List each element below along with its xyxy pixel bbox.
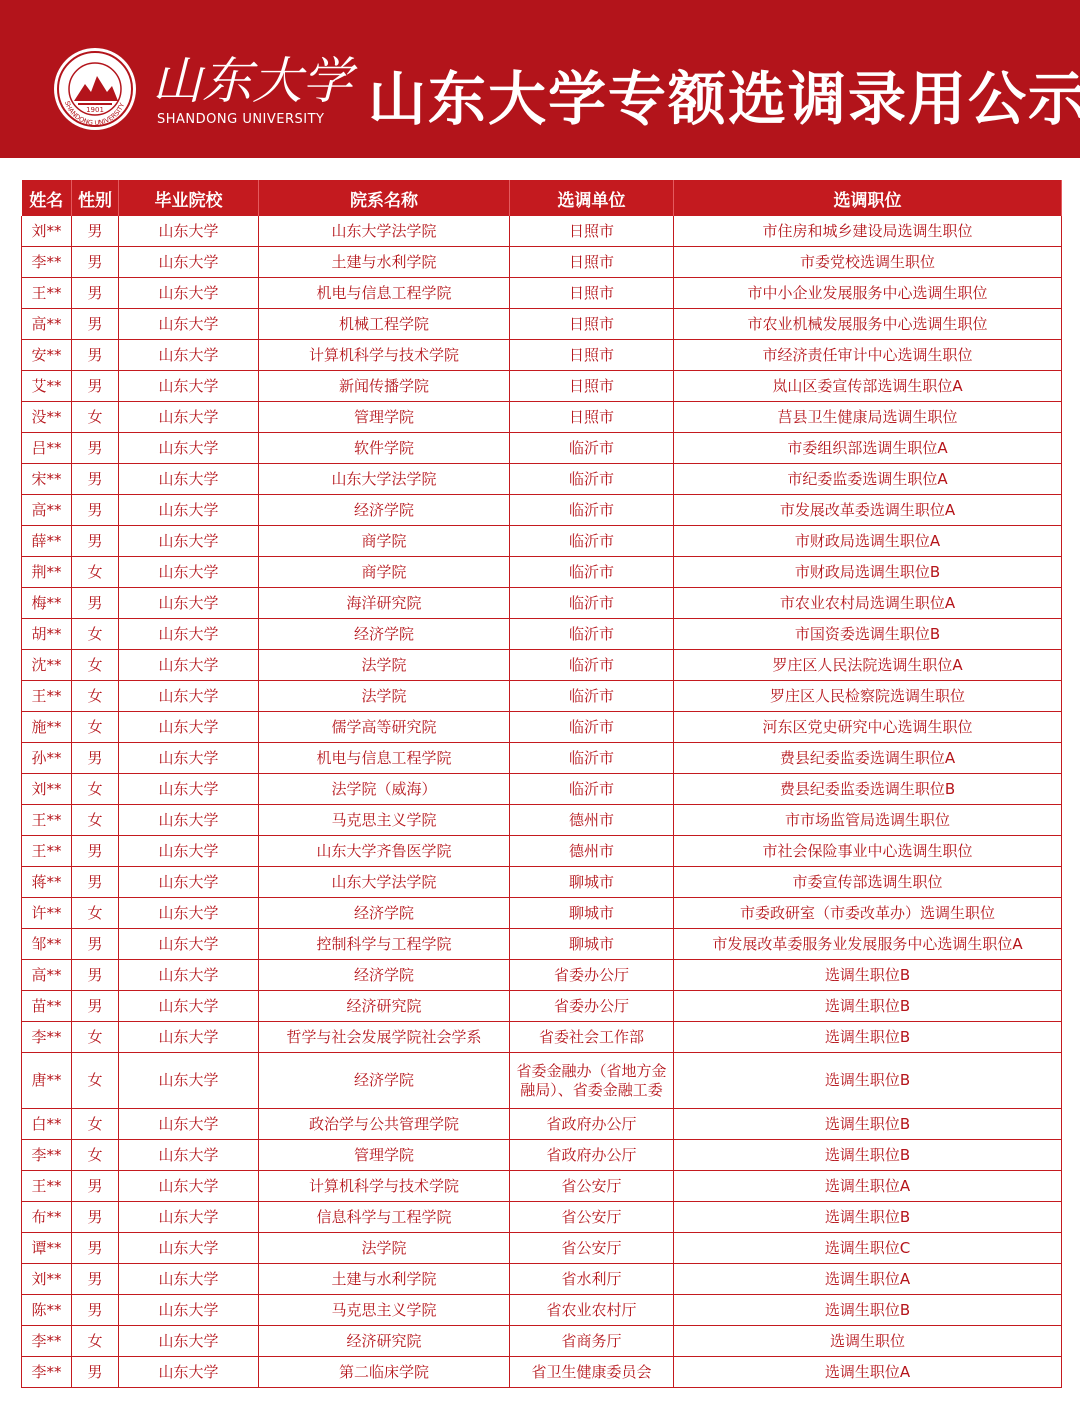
- cell-gender: 男: [72, 433, 119, 464]
- cell-unit: 临沂市: [510, 495, 674, 526]
- cell-name: 谭**: [22, 1233, 72, 1264]
- cell-name: 王**: [22, 1171, 72, 1202]
- table-row: [22, 1171, 1062, 1202]
- cell-department: 新闻传播学院: [259, 371, 510, 402]
- cell-department: 机电与信息工程学院: [259, 743, 510, 774]
- cell-position: 选调生职位B: [674, 1022, 1062, 1053]
- column-header-name: 姓名: [22, 180, 72, 216]
- cell-department: 政治学与公共管理学院: [259, 1109, 510, 1140]
- cell-gender: 男: [72, 247, 119, 278]
- cell-department: 管理学院: [259, 1140, 510, 1171]
- cell-school: 山东大学: [119, 433, 259, 464]
- cell-gender: 女: [72, 898, 119, 929]
- cell-position: 市财政局选调生职位A: [674, 526, 1062, 557]
- cell-gender: 男: [72, 340, 119, 371]
- cell-school: 山东大学: [119, 619, 259, 650]
- cell-school: 山东大学: [119, 1140, 259, 1171]
- cell-name: 苗**: [22, 991, 72, 1022]
- page-title: 山东大学专额选调录用公示: [368, 65, 1088, 133]
- cell-school: 山东大学: [119, 1233, 259, 1264]
- table-row: [22, 371, 1062, 402]
- cell-school: 山东大学: [119, 774, 259, 805]
- cell-unit: 临沂市: [510, 681, 674, 712]
- cell-gender: 男: [72, 929, 119, 960]
- university-seal-icon: [52, 46, 138, 132]
- cell-school: 山东大学: [119, 402, 259, 433]
- cell-school: 山东大学: [119, 340, 259, 371]
- cell-school: 山东大学: [119, 1022, 259, 1053]
- university-english-name: SHANDONG UNIVERSITY: [157, 112, 325, 127]
- cell-school: 山东大学: [119, 743, 259, 774]
- cell-department: 法学院: [259, 681, 510, 712]
- cell-school: 山东大学: [119, 526, 259, 557]
- table-row: [22, 712, 1062, 743]
- cell-school: 山东大学: [119, 929, 259, 960]
- cell-name: 梅**: [22, 588, 72, 619]
- cell-school: 山东大学: [119, 309, 259, 340]
- cell-gender: 女: [72, 1326, 119, 1357]
- cell-name: 李**: [22, 247, 72, 278]
- table-row: [22, 836, 1062, 867]
- cell-name: 许**: [22, 898, 72, 929]
- cell-unit: 聊城市: [510, 898, 674, 929]
- cell-position: 市农业机械发展服务中心选调生职位: [674, 309, 1062, 340]
- cell-position: 市委党校选调生职位: [674, 247, 1062, 278]
- cell-school: 山东大学: [119, 588, 259, 619]
- cell-unit: 日照市: [510, 371, 674, 402]
- cell-department: 计算机科学与技术学院: [259, 340, 510, 371]
- table-row: [22, 433, 1062, 464]
- cell-name: 李**: [22, 1140, 72, 1171]
- logo-calligraphy: 山东大学: [152, 52, 352, 110]
- cell-gender: 男: [72, 1202, 119, 1233]
- cell-department: 法学院（威海）: [259, 774, 510, 805]
- cell-name: 王**: [22, 278, 72, 309]
- cell-position: 市委政研室（市委改革办）选调生职位: [674, 898, 1062, 929]
- cell-department: 经济研究院: [259, 991, 510, 1022]
- cell-gender: 男: [72, 743, 119, 774]
- cell-gender: 女: [72, 1140, 119, 1171]
- cell-gender: 男: [72, 867, 119, 898]
- cell-department: 机械工程学院: [259, 309, 510, 340]
- cell-name: 王**: [22, 836, 72, 867]
- cell-department: 法学院: [259, 650, 510, 681]
- cell-gender: 女: [72, 681, 119, 712]
- cell-school: 山东大学: [119, 247, 259, 278]
- cell-department: 经济学院: [259, 960, 510, 991]
- cell-department: 信息科学与工程学院: [259, 1202, 510, 1233]
- table-row: [22, 1140, 1062, 1171]
- cell-name: 布**: [22, 1202, 72, 1233]
- cell-unit: 临沂市: [510, 619, 674, 650]
- table-row: [22, 1109, 1062, 1140]
- university-logo: [152, 46, 352, 110]
- cell-department: 山东大学齐鲁医学院: [259, 836, 510, 867]
- table-row: [22, 1053, 1062, 1109]
- cell-school: 山东大学: [119, 557, 259, 588]
- cell-name: 薛**: [22, 526, 72, 557]
- cell-name: 陈**: [22, 1295, 72, 1326]
- table-row: [22, 340, 1062, 371]
- cell-gender: 男: [72, 526, 119, 557]
- seal-year: 1901: [86, 106, 104, 114]
- table-row: [22, 929, 1062, 960]
- cell-name: 刘**: [22, 774, 72, 805]
- cell-name: 唐**: [22, 1053, 72, 1109]
- cell-gender: 男: [72, 1171, 119, 1202]
- cell-department: 山东大学法学院: [259, 867, 510, 898]
- cell-gender: 男: [72, 1357, 119, 1388]
- cell-position: 河东区党史研究中心选调生职位: [674, 712, 1062, 743]
- cell-gender: 男: [72, 836, 119, 867]
- cell-department: 马克思主义学院: [259, 805, 510, 836]
- cell-gender: 男: [72, 991, 119, 1022]
- cell-position: 市住房和城乡建设局选调生职位: [674, 216, 1062, 247]
- cell-position: 市中小企业发展服务中心选调生职位: [674, 278, 1062, 309]
- column-header-school: 毕业院校: [119, 180, 259, 216]
- cell-unit: 临沂市: [510, 743, 674, 774]
- table-row: [22, 960, 1062, 991]
- cell-name: 李**: [22, 1357, 72, 1388]
- cell-unit: 省农业农村厅: [510, 1295, 674, 1326]
- table-row: [22, 650, 1062, 681]
- cell-department: 经济学院: [259, 1053, 510, 1109]
- cell-gender: 女: [72, 619, 119, 650]
- cell-department: 机电与信息工程学院: [259, 278, 510, 309]
- table-row: [22, 464, 1062, 495]
- cell-position: 市财政局选调生职位B: [674, 557, 1062, 588]
- cell-position: 选调生职位A: [674, 1264, 1062, 1295]
- cell-department: 海洋研究院: [259, 588, 510, 619]
- cell-school: 山东大学: [119, 1264, 259, 1295]
- table-row: [22, 1357, 1062, 1388]
- cell-position: 选调生职位B: [674, 1295, 1062, 1326]
- cell-department: 控制科学与工程学院: [259, 929, 510, 960]
- cell-position: 市经济责任审计中心选调生职位: [674, 340, 1062, 371]
- cell-school: 山东大学: [119, 650, 259, 681]
- cell-position: 选调生职位A: [674, 1357, 1062, 1388]
- table-row: [22, 898, 1062, 929]
- cell-name: 沈**: [22, 650, 72, 681]
- cell-unit: 省委金融办（省地方金融局）、省委金融工委: [510, 1053, 674, 1109]
- table-row: [22, 588, 1062, 619]
- table-row: [22, 743, 1062, 774]
- cell-position: 市国资委选调生职位B: [674, 619, 1062, 650]
- cell-name: 宋**: [22, 464, 72, 495]
- cell-school: 山东大学: [119, 1326, 259, 1357]
- cell-position: 费县纪委监委选调生职位B: [674, 774, 1062, 805]
- cell-position: 选调生职位B: [674, 991, 1062, 1022]
- cell-unit: 临沂市: [510, 650, 674, 681]
- cell-gender: 女: [72, 1022, 119, 1053]
- cell-name: 白**: [22, 1109, 72, 1140]
- cell-department: 软件学院: [259, 433, 510, 464]
- cell-gender: 女: [72, 1053, 119, 1109]
- cell-name: 邹**: [22, 929, 72, 960]
- table-header-row: [22, 180, 1062, 216]
- cell-unit: 省公安厅: [510, 1202, 674, 1233]
- cell-department: 商学院: [259, 526, 510, 557]
- cell-gender: 女: [72, 650, 119, 681]
- cell-department: 经济学院: [259, 619, 510, 650]
- column-header-gender: 性别: [72, 180, 119, 216]
- cell-unit: 聊城市: [510, 929, 674, 960]
- seal-text: SHANDONG UNIVERSITY: [63, 99, 127, 128]
- cell-unit: 临沂市: [510, 774, 674, 805]
- cell-gender: 女: [72, 402, 119, 433]
- cell-name: 高**: [22, 309, 72, 340]
- cell-gender: 男: [72, 371, 119, 402]
- cell-unit: 临沂市: [510, 588, 674, 619]
- cell-school: 山东大学: [119, 681, 259, 712]
- cell-gender: 男: [72, 216, 119, 247]
- cell-school: 山东大学: [119, 1295, 259, 1326]
- cell-position: 市委宣传部选调生职位: [674, 867, 1062, 898]
- cell-gender: 男: [72, 960, 119, 991]
- cell-school: 山东大学: [119, 836, 259, 867]
- cell-department: 法学院: [259, 1233, 510, 1264]
- cell-department: 计算机科学与技术学院: [259, 1171, 510, 1202]
- cell-name: 吕**: [22, 433, 72, 464]
- cell-school: 山东大学: [119, 495, 259, 526]
- cell-department: 山东大学法学院: [259, 216, 510, 247]
- cell-unit: 省水利厅: [510, 1264, 674, 1295]
- cell-position: 选调生职位B: [674, 960, 1062, 991]
- cell-unit: 德州市: [510, 805, 674, 836]
- cell-gender: 男: [72, 588, 119, 619]
- cell-name: 安**: [22, 340, 72, 371]
- cell-unit: 临沂市: [510, 712, 674, 743]
- table-row: [22, 216, 1062, 247]
- cell-position: 选调生职位B: [674, 1140, 1062, 1171]
- cell-position: 市农业农村局选调生职位A: [674, 588, 1062, 619]
- cell-name: 胡**: [22, 619, 72, 650]
- table-row: [22, 495, 1062, 526]
- table-row: [22, 1202, 1062, 1233]
- cell-name: 艾**: [22, 371, 72, 402]
- cell-school: 山东大学: [119, 216, 259, 247]
- cell-school: 山东大学: [119, 805, 259, 836]
- cell-gender: 男: [72, 278, 119, 309]
- cell-position: 罗庄区人民检察院选调生职位: [674, 681, 1062, 712]
- cell-name: 王**: [22, 805, 72, 836]
- table-row: [22, 1022, 1062, 1053]
- table-row: [22, 619, 1062, 650]
- cell-school: 山东大学: [119, 1053, 259, 1109]
- cell-school: 山东大学: [119, 867, 259, 898]
- cell-department: 土建与水利学院: [259, 247, 510, 278]
- cell-gender: 男: [72, 464, 119, 495]
- cell-position: 市社会保险事业中心选调生职位: [674, 836, 1062, 867]
- column-header-unit: 选调单位: [510, 180, 674, 216]
- cell-unit: 省公安厅: [510, 1171, 674, 1202]
- cell-unit: 临沂市: [510, 433, 674, 464]
- cell-name: 王**: [22, 681, 72, 712]
- table-row: [22, 774, 1062, 805]
- table-row: [22, 557, 1062, 588]
- cell-school: 山东大学: [119, 960, 259, 991]
- cell-school: 山东大学: [119, 898, 259, 929]
- table-row: [22, 278, 1062, 309]
- cell-position: 罗庄区人民法院选调生职位A: [674, 650, 1062, 681]
- cell-unit: 临沂市: [510, 557, 674, 588]
- cell-unit: 日照市: [510, 216, 674, 247]
- cell-school: 山东大学: [119, 371, 259, 402]
- cell-name: 高**: [22, 495, 72, 526]
- cell-school: 山东大学: [119, 464, 259, 495]
- cell-unit: 省委办公厅: [510, 991, 674, 1022]
- cell-position: 选调生职位B: [674, 1053, 1062, 1109]
- cell-name: 没**: [22, 402, 72, 433]
- cell-unit: 临沂市: [510, 464, 674, 495]
- cell-department: 商学院: [259, 557, 510, 588]
- cell-unit: 省委社会工作部: [510, 1022, 674, 1053]
- cell-position: 市发展改革委选调生职位A: [674, 495, 1062, 526]
- cell-school: 山东大学: [119, 1357, 259, 1388]
- cell-gender: 男: [72, 1264, 119, 1295]
- table-row: [22, 681, 1062, 712]
- cell-unit: 日照市: [510, 247, 674, 278]
- cell-unit: 日照市: [510, 402, 674, 433]
- cell-position: 市委组织部选调生职位A: [674, 433, 1062, 464]
- cell-department: 管理学院: [259, 402, 510, 433]
- cell-position: 市市场监管局选调生职位: [674, 805, 1062, 836]
- table-body: [22, 216, 1062, 1388]
- table-row: [22, 247, 1062, 278]
- cell-gender: 男: [72, 495, 119, 526]
- cell-unit: 省政府办公厅: [510, 1109, 674, 1140]
- cell-school: 山东大学: [119, 712, 259, 743]
- admission-table: [21, 180, 1062, 1388]
- cell-gender: 男: [72, 1233, 119, 1264]
- cell-department: 经济学院: [259, 898, 510, 929]
- cell-gender: 男: [72, 309, 119, 340]
- cell-unit: 省商务厅: [510, 1326, 674, 1357]
- column-header-department: 院系名称: [259, 180, 510, 216]
- cell-gender: 女: [72, 1109, 119, 1140]
- cell-school: 山东大学: [119, 991, 259, 1022]
- cell-unit: 省公安厅: [510, 1233, 674, 1264]
- cell-name: 蒋**: [22, 867, 72, 898]
- cell-name: 施**: [22, 712, 72, 743]
- table-row: [22, 867, 1062, 898]
- cell-position: 选调生职位: [674, 1326, 1062, 1357]
- table-row: [22, 309, 1062, 340]
- cell-gender: 女: [72, 774, 119, 805]
- cell-unit: 德州市: [510, 836, 674, 867]
- cell-position: 市纪委监委选调生职位A: [674, 464, 1062, 495]
- cell-name: 孙**: [22, 743, 72, 774]
- cell-position-text: 市发展改革委服务业发展服务中心选调生职位A: [712, 935, 1023, 953]
- cell-school: 山东大学: [119, 1171, 259, 1202]
- cell-department: 第二临床学院: [259, 1357, 510, 1388]
- cell-department: 经济学院: [259, 495, 510, 526]
- cell-unit: 日照市: [510, 278, 674, 309]
- cell-school: 山东大学: [119, 1202, 259, 1233]
- header-banner: [0, 0, 1088, 158]
- cell-unit: 省委办公厅: [510, 960, 674, 991]
- cell-gender: 女: [72, 557, 119, 588]
- table-row: [22, 402, 1062, 433]
- cell-name: 刘**: [22, 1264, 72, 1295]
- cell-name: 刘**: [22, 216, 72, 247]
- cell-department: 土建与水利学院: [259, 1264, 510, 1295]
- cell-position: [674, 929, 1062, 960]
- cell-gender: 女: [72, 712, 119, 743]
- cell-unit: 临沂市: [510, 526, 674, 557]
- table-row: [22, 526, 1062, 557]
- cell-unit: 省政府办公厅: [510, 1140, 674, 1171]
- cell-unit: 日照市: [510, 309, 674, 340]
- table-row: [22, 1295, 1062, 1326]
- cell-department: 山东大学法学院: [259, 464, 510, 495]
- cell-department: 儒学高等研究院: [259, 712, 510, 743]
- cell-gender: 男: [72, 1295, 119, 1326]
- table-row: [22, 1264, 1062, 1295]
- cell-position: 费县纪委监委选调生职位A: [674, 743, 1062, 774]
- cell-department: 马克思主义学院: [259, 1295, 510, 1326]
- cell-unit: 省卫生健康委员会: [510, 1357, 674, 1388]
- cell-school: 山东大学: [119, 1109, 259, 1140]
- cell-position: 选调生职位A: [674, 1171, 1062, 1202]
- cell-unit: 聊城市: [510, 867, 674, 898]
- cell-position: 岚山区委宣传部选调生职位A: [674, 371, 1062, 402]
- cell-position: 选调生职位C: [674, 1233, 1062, 1264]
- cell-department: 经济研究院: [259, 1326, 510, 1357]
- table-row: [22, 805, 1062, 836]
- cell-name: 荆**: [22, 557, 72, 588]
- cell-department: 哲学与社会发展学院社会学系: [259, 1022, 510, 1053]
- cell-gender: 女: [72, 805, 119, 836]
- cell-unit: 日照市: [510, 340, 674, 371]
- cell-name: 李**: [22, 1326, 72, 1357]
- table-row: [22, 991, 1062, 1022]
- column-header-position: 选调职位: [674, 180, 1062, 216]
- cell-position: 选调生职位B: [674, 1109, 1062, 1140]
- table-row: [22, 1233, 1062, 1264]
- cell-school: 山东大学: [119, 278, 259, 309]
- table-row: [22, 1326, 1062, 1357]
- cell-position: 选调生职位B: [674, 1202, 1062, 1233]
- cell-name: 李**: [22, 1022, 72, 1053]
- cell-position: 莒县卫生健康局选调生职位: [674, 402, 1062, 433]
- cell-name: 高**: [22, 960, 72, 991]
